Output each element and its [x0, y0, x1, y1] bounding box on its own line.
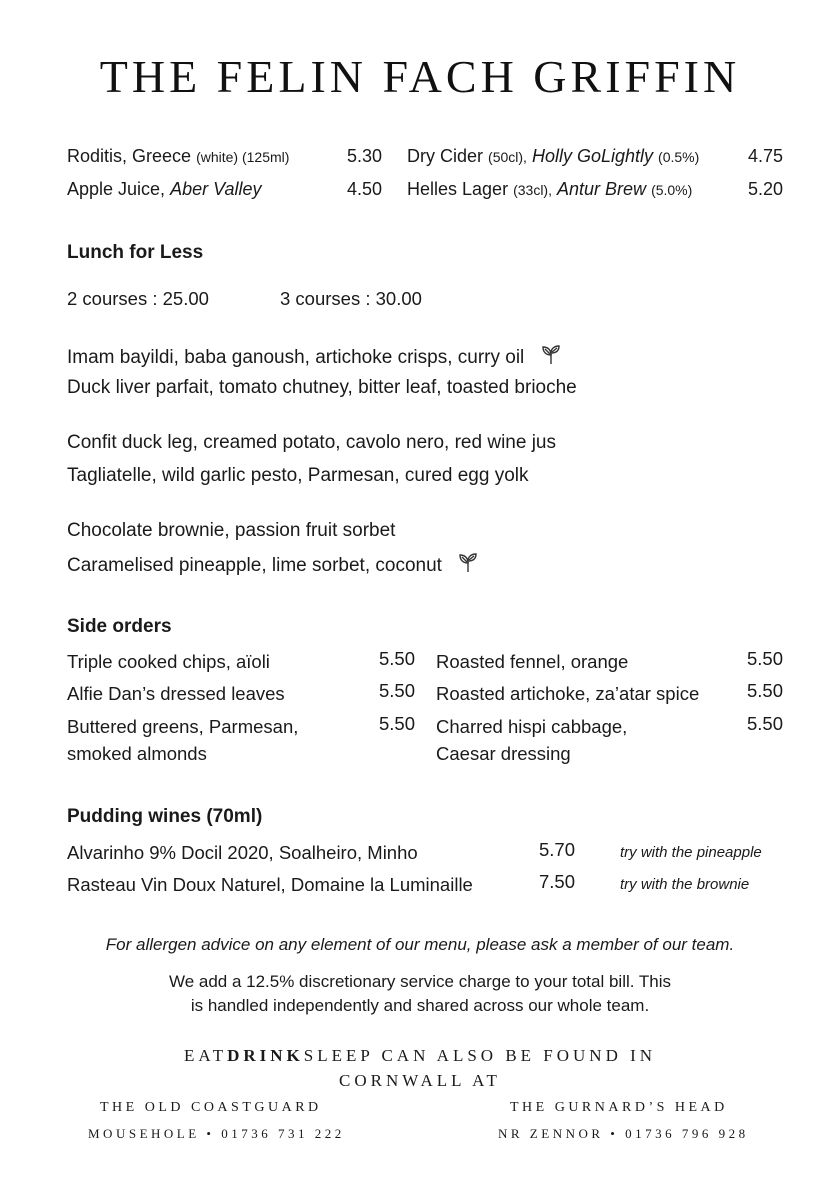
drink-price: 4.50 [347, 179, 383, 199]
drink-name: Apple Juice, [67, 179, 166, 199]
wine-pairing-note: try with the brownie [620, 876, 750, 893]
tagline-sleep: SLEEP [303, 1046, 374, 1065]
drinks-row [67, 146, 783, 172]
side-item-price: 5.50 [746, 680, 783, 701]
wine-price: 5.70 [538, 839, 575, 860]
side-item-name [436, 713, 627, 767]
group-tagline [0, 1046, 840, 1066]
side-item-name: Triple cooked chips, aïoli [67, 651, 270, 672]
section-heading-lunch: Lunch for Less [67, 242, 204, 263]
drink-detail: (white) (125ml) [196, 149, 290, 165]
section-heading-pudding-wines: Pudding wines (70ml) [67, 806, 263, 827]
wine-price: 7.50 [538, 871, 575, 892]
course-price-two: 2 courses : 25.00 [67, 288, 209, 309]
drink-item [67, 179, 261, 200]
course-price-three: 3 courses : 30.00 [280, 288, 422, 309]
drink-price: 5.20 [747, 179, 783, 199]
side-item-line: Caesar dressing [436, 743, 571, 764]
wine-name: Rasteau Vin Doux Naturel, Domaine la Luminaille [67, 874, 473, 895]
wine-name: Alvarinho 9% Docil 2020, Soalheiro, Minho [67, 842, 418, 863]
tagline-drink: DRINK [227, 1046, 304, 1065]
side-item-name: Roasted fennel, orange [436, 651, 629, 672]
side-item-name: Roasted artichoke, za’atar spice [436, 683, 700, 704]
drink-price: 4.75 [747, 146, 783, 166]
menu-item-text: Caramelised pineapple, lime sorbet, coconut [67, 555, 442, 576]
menu-item [67, 552, 479, 580]
allergen-notice: For allergen advice on any element of our menu, please ask a member of our team. [105, 935, 735, 954]
side-item-line: Charred hispi cabbage, [436, 716, 628, 737]
side-item-price: 5.50 [746, 648, 783, 669]
side-item-name: Alfie Dan’s dressed leaves [67, 683, 285, 704]
venue-name: THE OLD COASTGUARD [100, 1100, 322, 1115]
drink-name: Dry Cider [407, 146, 484, 166]
side-item-price: 5.50 [746, 713, 783, 734]
drink-size: (50cl), [488, 149, 527, 165]
venue-info: MOUSEHOLE • 01736 731 222 [88, 1126, 345, 1141]
menu-item: Tagliatelle, wild garlic pesto, Parmesan, cured egg yolk [67, 465, 529, 486]
menu-item: Chocolate brownie, passion fruit sorbet [67, 520, 396, 541]
side-item-price: 5.50 [378, 680, 415, 701]
drink-name: Helles Lager [407, 179, 509, 199]
drink-abv: (0.5%) [658, 149, 700, 165]
tagline-rest: CAN ALSO BE FOUND IN [381, 1046, 657, 1065]
drink-name: Roditis, Greece [67, 146, 192, 166]
side-item-price: 5.50 [378, 713, 415, 734]
vegan-leaf-icon [457, 552, 479, 580]
venue-info: NR ZENNOR • 01736 796 928 [498, 1126, 749, 1141]
drink-maker: Aber Valley [170, 179, 262, 199]
side-item-line: smoked almonds [67, 743, 207, 764]
side-item-name [67, 713, 298, 767]
tagline-eat: EAT [183, 1046, 228, 1065]
drink-maker: Holly GoLightly [531, 146, 654, 166]
side-item-price: 5.50 [378, 648, 415, 669]
drink-item [67, 146, 289, 167]
drink-price: 5.30 [347, 146, 383, 166]
menu-item [67, 344, 562, 372]
venue-name: THE GURNARD’S HEAD [510, 1100, 728, 1115]
drinks-row [67, 179, 783, 205]
service-charge-line: is handled independently and shared across our whole team. [190, 996, 650, 1015]
drink-item [407, 179, 692, 200]
menu-item: Duck liver parfait, tomato chutney, bitter leaf, toasted brioche [67, 377, 577, 398]
section-heading-sides: Side orders [67, 616, 172, 637]
menu-item-text: Imam bayildi, baba ganoush, artichoke crisps, curry oil [67, 347, 525, 368]
service-charge-line: We add a 12.5% discretionary service charge to your total bill. This [168, 972, 672, 991]
menu-item: Confit duck leg, creamed potato, cavolo nero, red wine jus [67, 432, 556, 453]
side-item-line: Buttered greens, Parmesan, [67, 716, 299, 737]
wine-pairing-note: try with the pineapple [620, 844, 762, 861]
drink-item [407, 146, 699, 167]
drink-maker: Antur Brew [557, 179, 647, 199]
vegan-leaf-icon [540, 344, 562, 372]
group-tagline-line2: CORNWALL AT [339, 1071, 501, 1090]
drink-size: (33cl), [513, 182, 552, 198]
drink-abv: (5.0%) [651, 182, 693, 198]
page-title: THE FELIN FACH GRIFFIN [99, 51, 741, 102]
